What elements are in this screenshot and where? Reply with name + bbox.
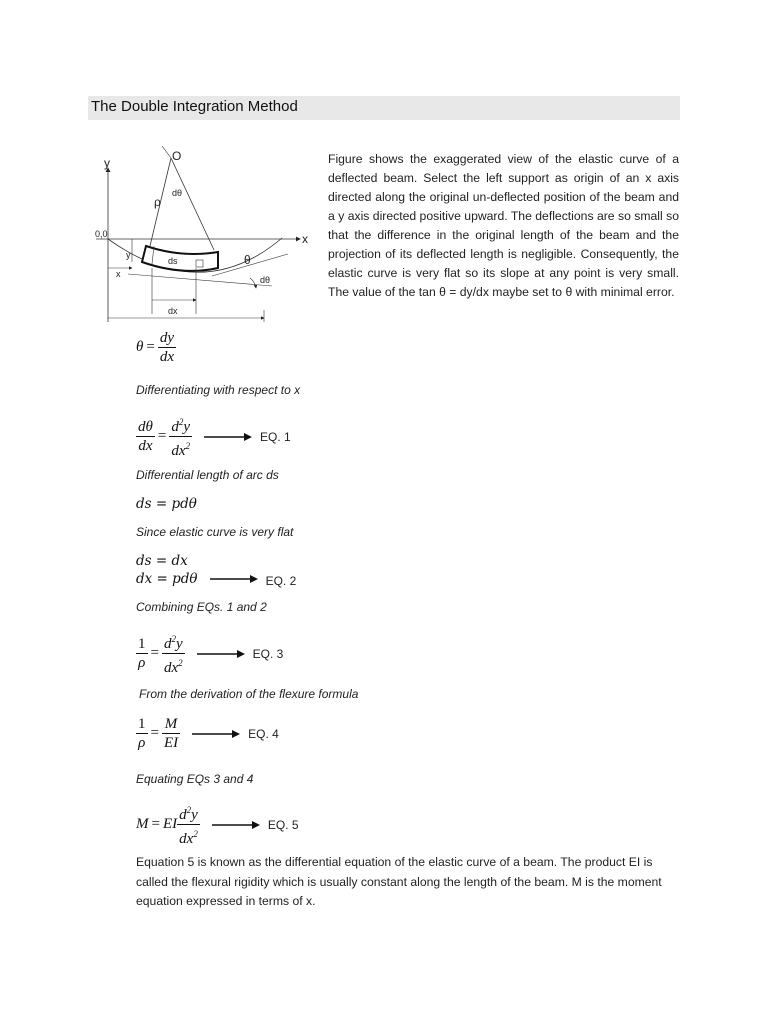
equation-4: $\frac{1}{\rho}$ = $\frac{M}{EI}$ EQ. 4 xyxy=(138,716,279,751)
y-axis-label: y xyxy=(104,156,110,170)
footer-paragraph: Equation 5 is known as the differential equation of the elastic curve of a beam. The product EI is called the flexural rigidity which is usually constant along the length of the beam. M is the moment equation expressed in terms of x. xyxy=(136,855,662,908)
elastic-curve-figure xyxy=(92,146,322,326)
rho-label: ρ xyxy=(154,195,161,209)
eq3-label: EQ. 3 xyxy=(252,646,284,661)
origin-label: 0,0 xyxy=(95,229,108,239)
eq2-line2: dx = pdθ xyxy=(136,571,198,587)
equation-3: $\frac{1}{\rho}$ = $\frac{d^2y}{dx^2}$ EQ. 3 xyxy=(136,631,283,676)
eq2-label: EQ. 2 xyxy=(265,574,297,588)
arrow-icon xyxy=(202,432,252,442)
equation-theta: θ = $\frac{dy}{dx}$ xyxy=(136,330,175,365)
caption-equating: Equating EQs 3 and 4 xyxy=(136,772,254,786)
arrow-icon xyxy=(190,729,240,739)
eq5-label: EQ. 5 xyxy=(267,817,299,832)
caption-flexure: From the derivation of the flexure formula xyxy=(139,687,359,701)
eq2-line1: ds = dx xyxy=(136,553,188,569)
x-axis-label: x xyxy=(302,232,308,246)
center-O-label: O xyxy=(172,149,182,163)
caption-differentiating: Differentiating with respect to x xyxy=(136,383,301,397)
radius-line-right xyxy=(171,158,214,250)
ds-label: ds xyxy=(168,256,178,266)
intro-paragraph: Figure shows the exaggerated view of the elastic curve of a deflected beam. Select the left support as origin of an x axis directed along the original un-deflected position of the beam and a y axis directed positive upward. The deflections are so small so that the difference in the original length of the beam and the projection of its deflected length is negligible. Consequently, the elastic curve is very flat so its slope at any point is very small. The value of the tan θ = dy/dx maybe set to θ with minimal error. xyxy=(328,152,679,299)
dx-label: dx xyxy=(168,306,178,316)
equation-ds: ds = pdθ xyxy=(136,496,197,512)
title-bar xyxy=(88,96,680,120)
equation-1: $\frac{d\theta}{dx}$ = $\frac{d^2y}{dx^2}$ EQ. 1 xyxy=(136,414,291,459)
eq4-label: EQ. 4 xyxy=(248,726,279,741)
arrow-icon xyxy=(195,649,245,659)
dtheta-top-label: dθ xyxy=(172,188,183,198)
eq1-label: EQ. 1 xyxy=(260,429,291,444)
x-dimension-label: x xyxy=(116,269,121,279)
dtheta-right-label: dθ xyxy=(260,275,271,285)
caption-flat-curve: Since elastic curve is very flat xyxy=(136,525,294,539)
arrow-icon xyxy=(210,820,260,830)
theta-label: θ xyxy=(244,253,251,267)
equation-5: M = EI $\frac{d^2y}{dx^2}$ EQ. 5 xyxy=(136,802,299,847)
caption-arc-length: Differential length of arc ds xyxy=(136,468,279,482)
document-title: The Double Integration Method xyxy=(91,98,298,115)
arrow-icon xyxy=(208,574,258,584)
equation-2 xyxy=(136,552,296,588)
y-dimension-label: y xyxy=(126,250,131,260)
caption-combining: Combining EQs. 1 and 2 xyxy=(136,600,267,614)
